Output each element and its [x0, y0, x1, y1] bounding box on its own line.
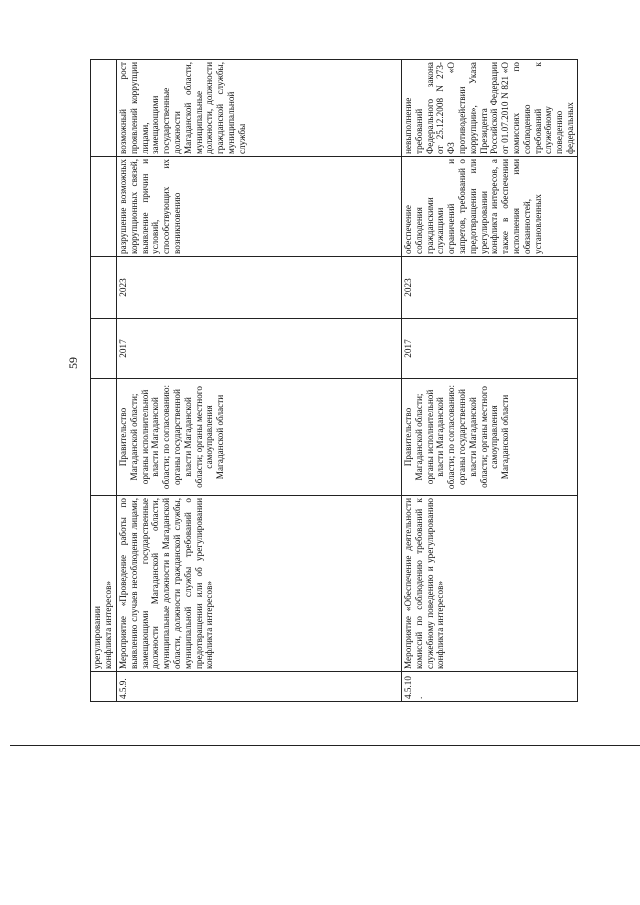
program-measures-table [90, 59, 578, 702]
table-row [117, 60, 402, 702]
executors-cell: Правительство Магаданской области; органы исполнительной власти Магаданской области; по согласованию: органы государственной власти Магаданской области; органы местного самоуправления Магаданской области [117, 379, 402, 496]
consequences-cell: разрушение возможных коррупционных связей, выявление причин и условий, способствующих их возникновению [117, 157, 402, 257]
end-year-cell: 2023 [117, 257, 402, 319]
cont-line: урегулировании [92, 606, 102, 669]
rotated-table-region [90, 60, 575, 702]
measure-cell: Мероприятие «Проведение работы по выявлению случаев несоблюдения лицами, замещающими государственные должности Магаданской области, муниципальные должности в Магаданской области, должности гражданской службы, муниципальной службы требований о предотвращении или об урегулировании конфликта интересов» [117, 496, 402, 672]
table-row [402, 60, 578, 702]
risks-cell: невыполнение требований Федерального закона от 25.12.2008 N 273-ФЗ «О противодействии коррупции», Указа Президента Российской Федерации от 01.07.2010 N 821 «О комиссиях по соблюдению требований к служебному поведению федеральных [402, 60, 578, 157]
continuation-row [91, 60, 117, 702]
cont-number-cell [91, 672, 117, 702]
cont-measure-cell [91, 496, 117, 672]
cont-start-cell [91, 319, 117, 379]
risks-cell: возможный рост проявлений коррупции лицами, замещающими государственные должности Магаданской области, муниципальные должности, должности гражданской службы, муниципальной службы [117, 60, 402, 157]
page-number: 59 [66, 357, 80, 369]
row-number: 4.5.9. [117, 672, 402, 702]
end-year-cell: 2023 [402, 257, 578, 319]
cont-consequences-cell [91, 157, 117, 257]
row-number: 4.5.10. [402, 672, 578, 702]
cont-executors-cell [91, 379, 117, 496]
bottom-rule-line [10, 745, 640, 746]
start-year-cell: 2017 [117, 319, 402, 379]
cont-line: конфликта интересов» [102, 580, 113, 669]
consequences-cell: обеспечение соблюдения гражданскими служащими ограничений и запретов, требований о предотвращении или урегулировании конфликта интересов, а также в обеспечении исполнения ими обязанностей, установленных [402, 157, 578, 257]
rotated-table [90, 60, 575, 702]
cont-risks-cell [91, 60, 117, 157]
start-year-cell: 2017 [402, 319, 578, 379]
executors-cell: Правительство Магаданской области; органы исполнительной власти Магаданской области; по согласованию: органы государственной власти Магаданской области; органы местного самоуправления Магаданской области [402, 379, 578, 496]
cont-end-cell [91, 257, 117, 319]
measure-cell: Мероприятие «Обеспечение деятельности комиссий по соблюдению требований к служебному поведению и урегулированию конфликта интересов» [402, 496, 578, 672]
